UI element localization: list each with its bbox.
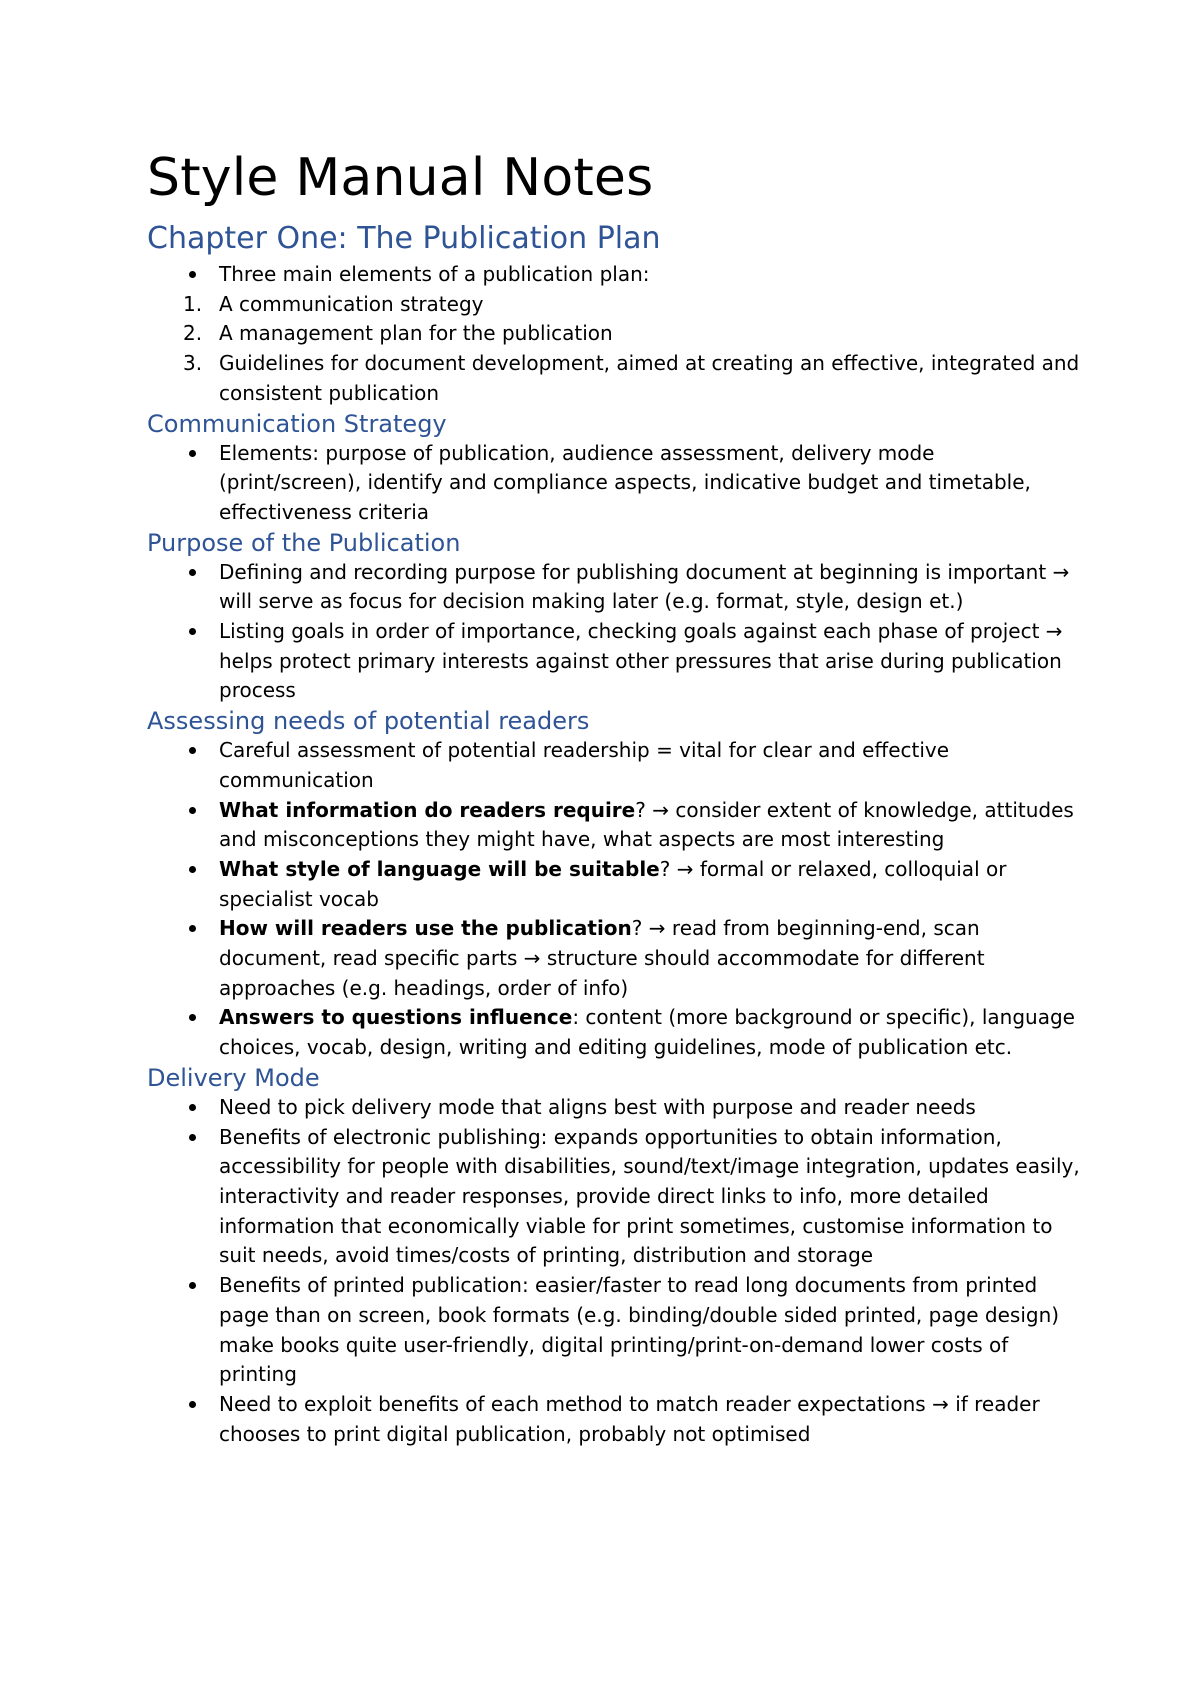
bold-question: Answers to questions influence xyxy=(219,1005,573,1030)
bullet-icon xyxy=(189,866,196,873)
bullet-icon xyxy=(189,1014,196,1021)
list-item-text: Elements: purpose of publication, audience assessment, delivery mode (print/screen), identify and compliance aspects, indicative budget and timetable, effectiveness criteria xyxy=(219,440,1031,524)
list-item xyxy=(147,914,1082,1003)
list-item xyxy=(147,1003,1082,1062)
bold-question: What information do readers require xyxy=(219,797,636,822)
list-item-text: Benefits of printed publication: easier/faster to read long documents from printed page than on screen, book formats (e.g. binding/double sided printed, page design) make books quite user-friendly, digital printing/print-on-demand lower costs of printing xyxy=(219,1273,1060,1387)
list-item-text: Need to exploit benefits of each method to match reader expectations xyxy=(219,1391,926,1416)
list-item-text: Benefits of electronic publishing: expands opportunities to obtain information, accessibility for people with disabilities, sound/text/image integration, updates easily, interactivity and reader responses, provide direct links to info, more detailed information that economically viable for print sometimes, customise information to suit needs, avoid times/costs of printing, distribution and storage xyxy=(219,1124,1080,1268)
arrow-right-icon: → xyxy=(676,856,694,881)
list-item xyxy=(147,796,1082,855)
chapter-one-list xyxy=(147,260,1082,290)
communication-strategy-list xyxy=(147,439,1082,528)
document-body xyxy=(147,146,1082,1449)
chapter-one-heading: Chapter One: The Publication Plan xyxy=(147,221,661,256)
arrow-right-icon: → xyxy=(1045,619,1063,644)
list-item-text: Three main elements of a publication plan: xyxy=(219,262,650,286)
list-item xyxy=(147,855,1082,914)
readers-heading: Assessing needs of potential readers xyxy=(147,707,590,736)
list-item xyxy=(147,439,1082,528)
bullet-icon xyxy=(189,450,196,457)
arrow-right-icon: → xyxy=(652,797,669,822)
communication-strategy-heading: Communication Strategy xyxy=(147,409,447,438)
readers-list xyxy=(147,736,1082,1063)
item-number: 1. xyxy=(183,291,203,316)
list-item-text: read from beginning-end, scan document, read specific parts xyxy=(219,916,980,971)
bullet-icon xyxy=(189,807,196,814)
list-item-text: consider extent of knowledge, attitudes and misconceptions they might have, what aspects are most interesting xyxy=(219,797,1074,852)
arrow-right-icon: → xyxy=(1052,559,1070,584)
list-item-text: helps protect primary interests against other pressures that arise during publication process xyxy=(219,648,1062,703)
list-item xyxy=(147,1123,1082,1272)
list-item-text: if reader chooses to print digital publication, probably not optimised xyxy=(219,1391,1040,1446)
list-item-text: Listing goals in order of importance, checking goals against each phase of project xyxy=(219,619,1040,644)
item-number: 3. xyxy=(183,351,203,376)
list-item xyxy=(147,736,1082,795)
bullet-icon xyxy=(189,628,196,635)
numbered-item-text: A management plan for the publication xyxy=(219,321,613,346)
list-item-text: will serve as focus for decision making later (e.g. format, style, design et.) xyxy=(219,589,964,614)
purpose-heading: Purpose of the Publication xyxy=(147,528,461,557)
bullet-icon xyxy=(189,1282,196,1289)
list-item xyxy=(147,260,1082,290)
question-mark: ? xyxy=(631,916,643,941)
question-mark: ? xyxy=(659,856,671,881)
question-mark: ? xyxy=(635,797,646,822)
bullet-icon xyxy=(189,1134,196,1141)
publication-plan-elements xyxy=(147,290,1082,409)
bullet-icon xyxy=(189,569,196,576)
purpose-list xyxy=(147,558,1082,707)
numbered-item xyxy=(147,349,1082,408)
arrow-right-icon: → xyxy=(648,916,666,941)
arrow-right-icon: → xyxy=(932,1391,949,1416)
delivery-mode-list xyxy=(147,1093,1082,1449)
bold-question: How will readers use the publication xyxy=(219,916,632,941)
numbered-item xyxy=(147,290,1082,320)
list-item xyxy=(147,558,1082,617)
list-item-text: formal or relaxed, colloquial or specialist vocab xyxy=(219,856,1007,911)
list-item xyxy=(147,1390,1082,1449)
bullet-icon xyxy=(189,271,196,278)
list-item-text: Need to pick delivery mode that aligns best with purpose and reader needs xyxy=(219,1094,976,1119)
bullet-icon xyxy=(189,1401,196,1408)
list-item-text: structure should accommodate for different approaches (e.g. headings, order of info) xyxy=(219,946,985,1000)
numbered-item-text: Guidelines for document development, aimed at creating an effective, integrated and consistent publication xyxy=(219,351,1080,405)
bullet-icon xyxy=(189,1104,196,1111)
item-number: 2. xyxy=(183,321,203,346)
delivery-mode-heading: Delivery Mode xyxy=(147,1063,320,1092)
arrow-right-icon: → xyxy=(523,946,541,971)
bullet-icon xyxy=(189,747,196,754)
numbered-item-text: A communication strategy xyxy=(219,291,484,316)
page-title: Style Manual Notes xyxy=(147,148,654,208)
bullet-icon xyxy=(189,925,196,932)
list-item xyxy=(147,617,1082,706)
bold-question: What style of language will be suitable xyxy=(219,856,660,881)
list-item-text: Defining and recording purpose for publishing document at beginning is important xyxy=(219,559,1047,584)
list-item xyxy=(147,1093,1082,1123)
list-item-text: : content (more background or specific), language choices, vocab, design, writing and editing guidelines, mode of publication etc. xyxy=(219,1005,1075,1060)
list-item-text: Careful assessment of potential readership = vital for clear and effective communication xyxy=(219,738,950,792)
numbered-item xyxy=(147,319,1082,349)
list-item xyxy=(147,1271,1082,1390)
